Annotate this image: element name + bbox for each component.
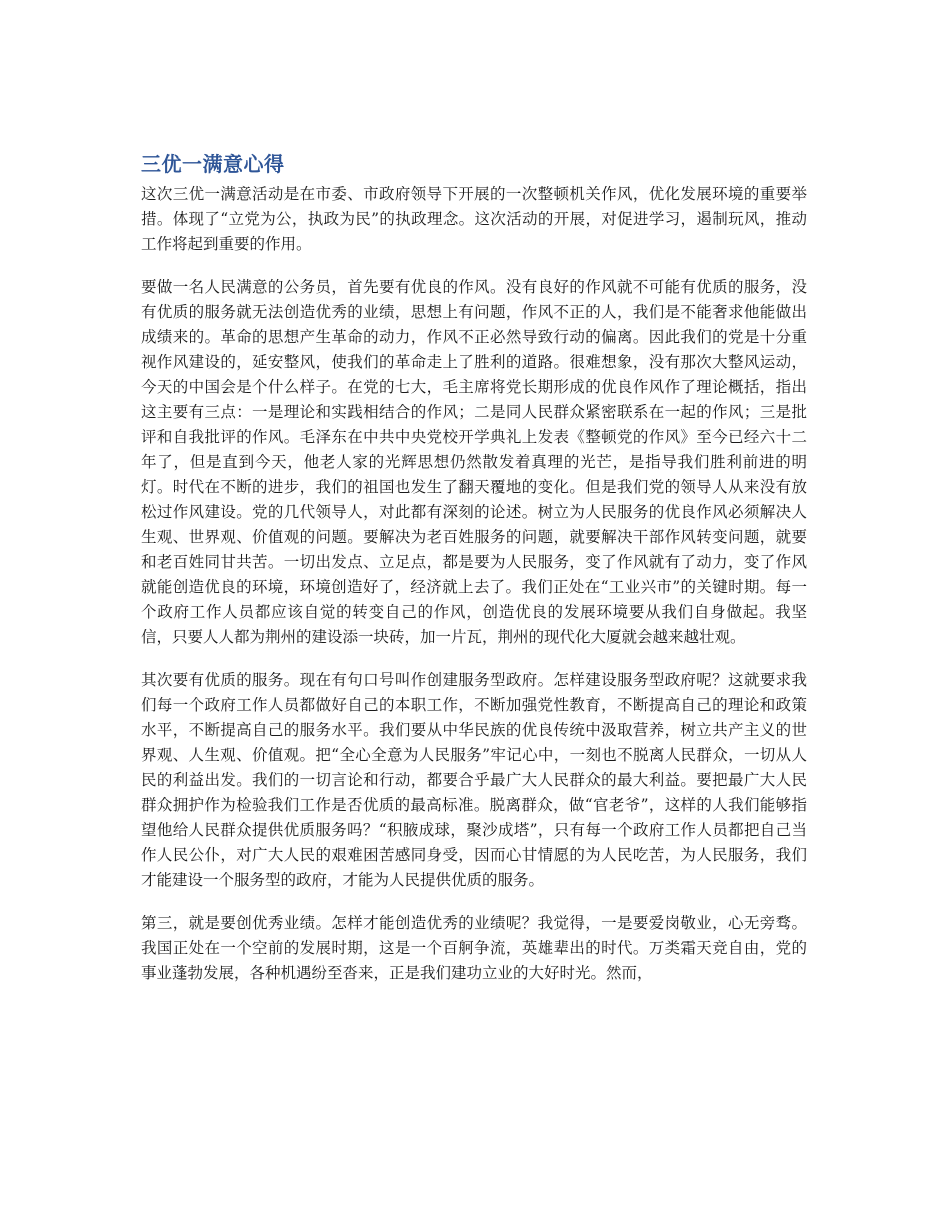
paragraph-work-style: 要做一名人民满意的公务员，首先要有优良的作风。没有良好的作风就不可能有优质的服务，没有优质的服务就无法创造优秀的业绩，思想上有问题，作风不正的人，我们是不能奢求他能做出成绩来的。革命的思想产生革命的动力，作风不正必然导致行动的偏离。因此我们的党是十分重视作风建设的，延安整风，使我们的革命走上了胜利的道路。很难想象，没有那次大整风运动，今天的中国会是个什么样子。在党的七大，毛主席将党长期形成的优良作风作了理论概括，指出这主要有三点：一是理论和实践相结合的作风；二是同人民群众紧密联系在一起的作风；三是批评和自我批评的作风。毛泽东在中共中央党校开学典礼上发表《整顿党的作风》至今已经六十二年了，但是直到今天，他老人家的光辉思想仍然散发着真理的光芒，是指导我们胜利前进的明灯。时代在不断的进步，我们的祖国也发生了翻天覆地的变化。但是我们党的领导人从来没有放松过作风建设。党的几代领导人，对此都有深刻的论述。树立为人民服务的优良作风必须解决人生观、世界观、价值观的问题。要解决为老百姓服务的问题，就要解决干部作风转变问题，就要和老百姓同甘共苦。一切出发点、立足点，都是要为人民服务，变了作风就有了动力，变了作风就能创造优良的环境，环境创造好了，经济就上去了。我们正处在“工业兴市”的关键时期。每一个政府工作人员都应该自觉的转变自己的作风，创造优良的发展环境要从我们自身做起。我坚信，只要人人都为荆州的建设添一块砖，加一片瓦，荆州的现代化大厦就会越来越壮观。 [141, 278, 807, 646]
paragraph-quality-service: 其次要有优质的服务。现在有句口号叫作创建服务型政府。怎样建设服务型政府呢？这就要求我们每一个政府工作人员都做好自己的本职工作，不断加强党性教育，不断提高自己的理论和政策水平，不断提高自己的服务水平。我们要从中华民族的优良传统中汲取营养，树立共产主义的世界观、人生观、价值观。把“全心全意为人民服务”牢记心中，一刻也不脱离人民群众，一切从人民的利益出发。我们的一切言论和行动，都要合乎最广大人民群众的最大利益。要把最广大人民群众拥护作为检验我们工作是否优质的最高标准。脱离群众，做“官老爷”，这样的人我们能够指望他给人民群众提供优质服务吗？“积腋成球，聚沙成塔”，只有每一个政府工作人员都把自己当作人民公仆，对广大人民的艰难困苦感同身受，因而心甘情愿的为人民吃苦，为人民服务，我们才能建设一个服务型的政府，才能为人民提供优质的服务。 [141, 671, 807, 889]
document-page [141, 148, 807, 1004]
paragraph-intro: 这次三优一满意活动是在市委、市政府领导下开展的一次整顿机关作风，优化发展环境的重要举措。体现了“立党为公，执政为民”的执政理念。这次活动的开展，对促进学习，遏制玩风，推动工作将起到重要的作用。 [141, 185, 807, 253]
document-title: 三优一满意心得 [141, 152, 285, 176]
paragraph-excellent-performance: 第三，就是要创优秀业绩。怎样才能创造优秀的业绩呢？我觉得，一是要爱岗敬业，心无旁骛。我国正处在一个空前的发展时期，这是一个百舸争流，英雄辈出的时代。万类霜天竞自由，党的事业蓬勃发展，各种机遇纷至沓来，正是我们建功立业的大好时光。然而， [141, 914, 807, 982]
